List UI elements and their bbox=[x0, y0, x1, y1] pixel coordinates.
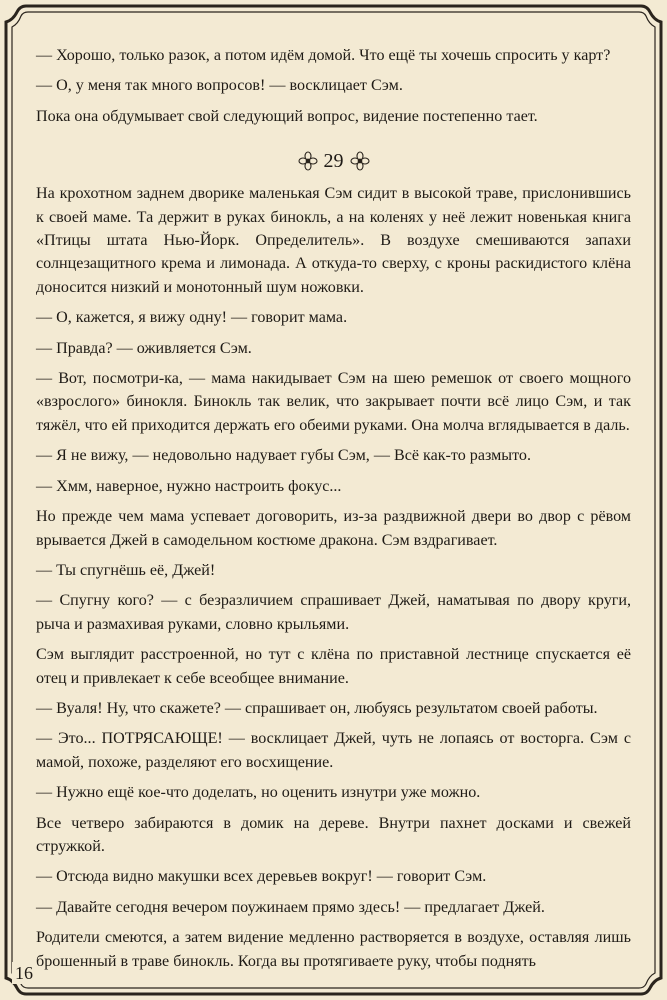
paragraph: — Я не вижу, — недовольно надувает губы Сэм, — Всё как-то размыто. bbox=[36, 447, 532, 465]
paragraph: На крохотном заднем дворике маленькая Сэм сидит в высокой траве, прислонившись к своей маме. Та держит в руках бинокль, а на коленях у неё лежит новенькая книга «Птицы штата Нью-Йорк. Определитель». В воздухе смешиваются запахи солнцезащитного крема и лимонада. А откуда-то сверху, с кроны раскидистого клёна доносится низкий и монотонный шум ножовки. bbox=[36, 185, 631, 296]
paragraph: — Спугну кого? — с безразличием спрашивает Джей, наматывая по двору круги, рыча и размахивая руками, словно крыльями. bbox=[36, 592, 631, 633]
flower-ornament-icon bbox=[298, 151, 318, 171]
paragraph: — Нужно ещё кое-что доделать, но оценить изнутри уже можно. bbox=[36, 784, 481, 802]
paragraph: — Ты спугнёшь её, Джей! bbox=[36, 561, 216, 579]
paragraph: — Вуаля! Ну, что скажете? — спрашивает он, любуясь результатом своей работы. bbox=[36, 699, 598, 717]
flower-ornament-icon bbox=[350, 151, 370, 171]
paragraph: Пока она обдумывает свой следующий вопрос, видение постепенно тает. bbox=[36, 107, 538, 125]
paragraph: — Хорошо, только разок, а потом идём домой. Что ещё ты хочешь спросить у карт? bbox=[36, 47, 611, 64]
paragraph: — О, кажется, я вижу одну! — говорит мама. bbox=[36, 309, 348, 327]
paragraph: — Давайте сегодня вечером поужинаем прямо здесь! — предлагает Джей. bbox=[36, 898, 545, 916]
paragraph: — Хмм, наверное, нужно настроить фокус... bbox=[36, 477, 342, 495]
paragraph: — Вот, посмотри-ка, — мама накидывает Сэм на шею ремешок от своего мощного «взрослого» бинокля. Бинокль так велик, что закрывает почти всё лицо Сэм, и так тяжёл, что ей приходится держать его обеими руками. Она молча вглядывается в даль. bbox=[36, 370, 631, 434]
paragraph: Родители смеются, а затем видение медленно растворяется в воздухе, оставляя лишь брошенный в траве бинокль. Когда вы протягиваете руку, чтобы поднять bbox=[36, 929, 631, 970]
chapter-heading bbox=[36, 148, 631, 174]
paragraph: — Отсюда видно макушки всех деревьев вокруг! — говорит Сэм. bbox=[36, 868, 487, 886]
chapter-body bbox=[36, 182, 631, 973]
page-number: 16 bbox=[12, 962, 36, 984]
paragraph: — Правда? — оживляется Сэм. bbox=[36, 339, 252, 357]
paragraph: — О, у меня так много вопросов! — восклицает Сэм. bbox=[36, 77, 403, 95]
previous-section bbox=[36, 44, 631, 128]
page-content bbox=[36, 44, 631, 970]
paragraph: Но прежде чем мама успевает договорить, из-за раздвижной двери во двор с рёвом врывается Джей в самодельном костюме дракона. Сэм вздрагивает. bbox=[36, 508, 631, 549]
paragraph: — Это... ПОТРЯСАЮЩЕ! — восклицает Джей, чуть не лопаясь от восторга. Сэм с мамой, похоже, разделяют его восхищение. bbox=[36, 730, 631, 771]
chapter-number: 29 bbox=[323, 150, 344, 173]
paragraph: Все четверо забираются в домик на дереве. Внутри пахнет досками и свежей стружкой. bbox=[36, 814, 631, 855]
paragraph: Сэм выглядит расстроенной, но тут с клёна по приставной лестнице спускается её отец и привлекает к себе всеобщее внимание. bbox=[36, 646, 631, 687]
